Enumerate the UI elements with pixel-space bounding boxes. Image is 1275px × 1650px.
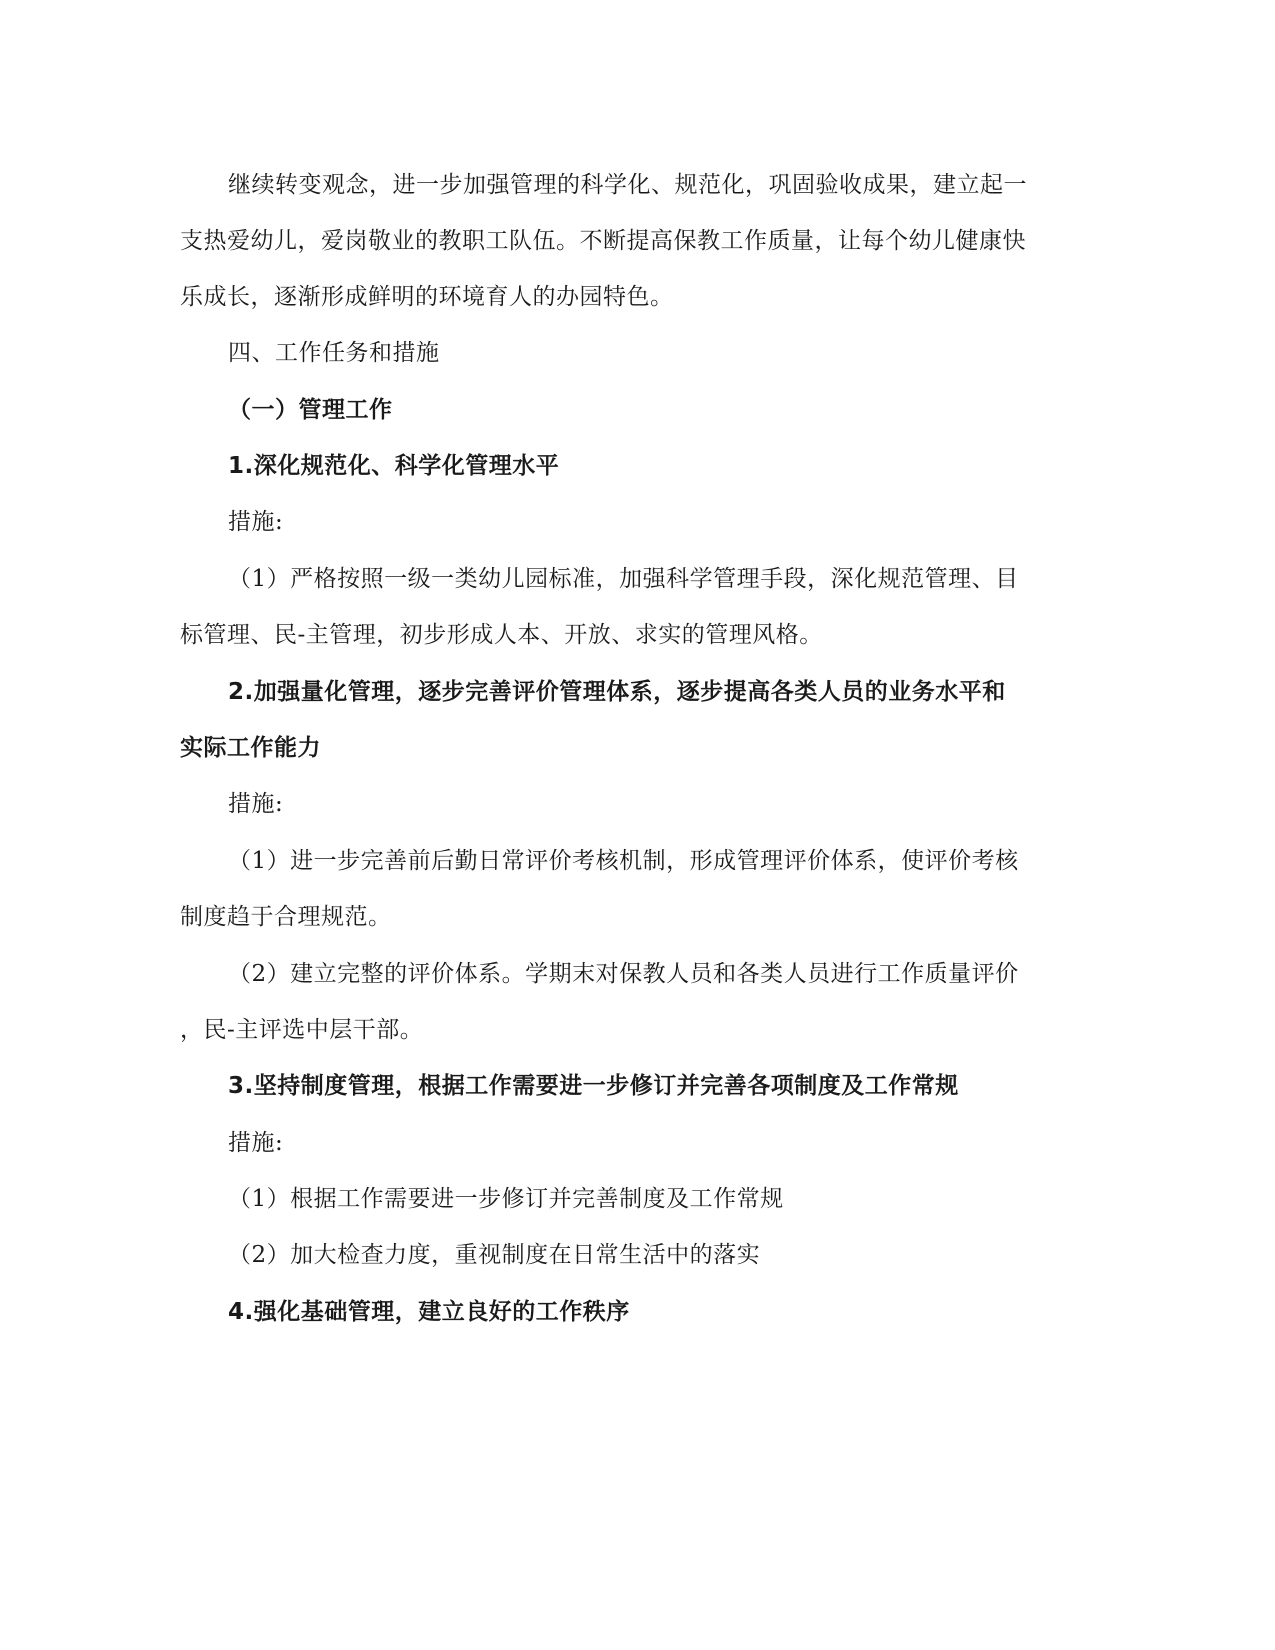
item-3-measures-label: 措施:: [228, 1130, 284, 1156]
section-four-heading: 四、工作任务和措施: [228, 340, 440, 366]
item-3-point-1: （1）根据工作需要进一步修订并完善制度及工作常规: [228, 1186, 784, 1212]
item-2-heading-line-2: 实际工作能力: [180, 735, 321, 761]
item-2-point-1-line-2: 制度趋于合理规范。: [180, 904, 392, 930]
intro-paragraph-line-1: 继续转变观念，进一步加强管理的科学化、规范化，巩固验收成果，建立起一: [228, 172, 1027, 198]
item-2-point-1-line-1: （1）进一步完善前后勤日常评价考核机制，形成管理评价体系，使评价考核: [228, 848, 1019, 874]
intro-paragraph-line-2: 支热爱幼儿，爱岗敬业的教职工队伍。不断提高保教工作质量，让每个幼儿健康快: [180, 228, 1026, 254]
item-2-point-2-line-2: ，民-主评选中层干部。: [180, 1017, 424, 1043]
item-1-point-1-line-1: （1）严格按照一级一类幼儿园标准，加强科学管理手段，深化规范管理、目: [228, 566, 1019, 592]
subsection-one-heading: （一）管理工作: [228, 397, 393, 423]
item-1-heading: 1.深化规范化、科学化管理水平: [228, 453, 560, 479]
item-4-heading: 4.强化基础管理，建立良好的工作秩序: [228, 1299, 630, 1325]
item-3-point-2: （2）加大检查力度，重视制度在日常生活中的落实: [228, 1242, 761, 1268]
item-1-measures-label: 措施:: [228, 509, 284, 535]
item-3-heading: 3.坚持制度管理，根据工作需要进一步修订并完善各项制度及工作常规: [228, 1073, 959, 1099]
item-2-measures-label: 措施:: [228, 791, 284, 817]
item-2-point-2-line-1: （2）建立完整的评价体系。学期末对保教人员和各类人员进行工作质量评价: [228, 961, 1019, 987]
item-2-heading-line-1: 2.加强量化管理，逐步完善评价管理体系，逐步提高各类人员的业务水平和: [228, 679, 1006, 705]
intro-paragraph-line-3: 乐成长，逐渐形成鲜明的环境育人的办园特色。: [180, 284, 674, 310]
item-1-point-1-line-2: 标管理、民-主管理，初步形成人本、开放、求实的管理风格。: [180, 622, 823, 648]
